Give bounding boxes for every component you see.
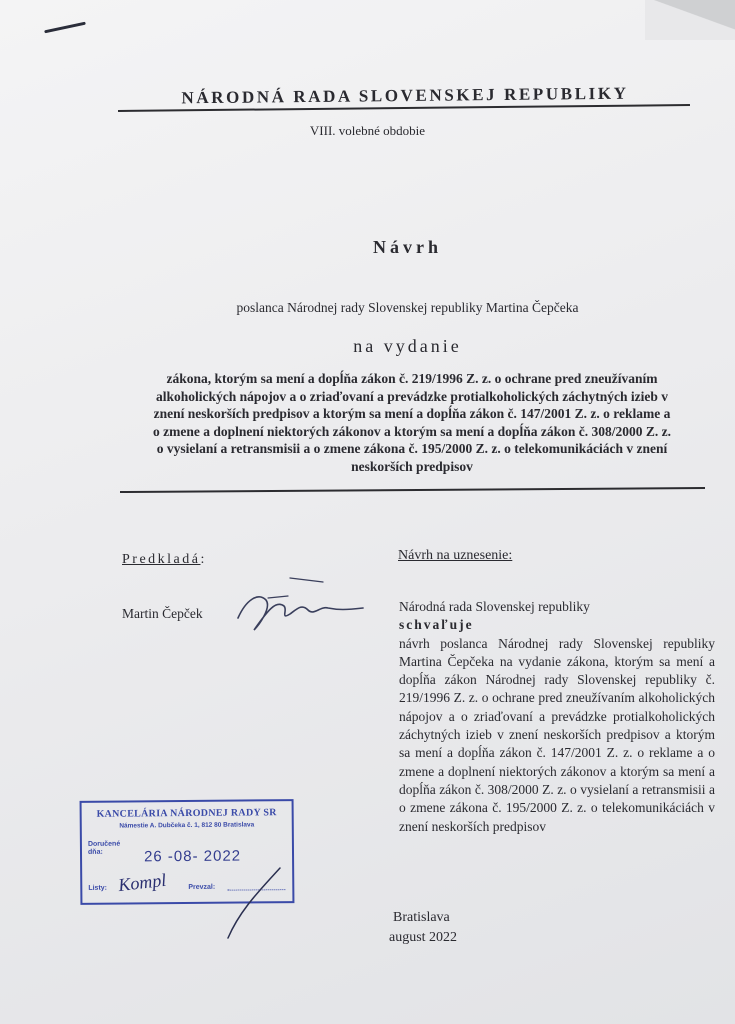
resolution-text: návrh poslanca Národnej rady Slovenskej republiky Martina Čepčeka na vydanie zákona, ktorým sa mení a dopĺňa zákon Národnej rady Slovenskej republiky č. 219/1996 Z. z. o ochrane pred zneužívaním alkoholických nápojov a o zriaďovaní a prevádzke protialkoholických záchytných izieb v znení neskorších predpisov a ktorým sa mení a dopĺňa zákon č. 147/2001 Z. z. o reklame a o zmene a doplnení niektorých zákonov a ktorým sa mení a dopĺňa zákon č. 308/2000 Z. z. o vysielaní a retransmisii a o zmene zákona č. 195/2000 Z. z. o telekomunikáciách v znení neskorších predpisov <box>399 635 715 834</box>
law-title-line: o vysielaní a retransmisii a o zmene zákona č. 195/2000 Z. z. o telekomunikáciách v znení <box>156 441 668 456</box>
resolution-line1: Národná rada Slovenskej republiky <box>399 599 590 614</box>
document-date: august 2022 <box>389 930 458 945</box>
stamp-title: KANCELÁRIA NÁRODNEJ RADY SR <box>96 807 277 820</box>
stamp-delivered-label <box>88 841 120 857</box>
stamp-delivered-date: 26 -08- 2022 <box>143 847 242 866</box>
resolution-body <box>399 598 715 836</box>
pen-mark <box>44 22 86 34</box>
stamp-signature-mark <box>180 860 290 940</box>
proposal-purpose: na vydanie <box>353 336 462 356</box>
proposal-by: poslanca Národnej rady Slovenskej republiky Martina Čepčeka <box>236 300 579 315</box>
resolution-verb: schvaľuje <box>399 617 474 633</box>
page-corner <box>645 0 735 40</box>
term-subheader: VIII. volebné obdobie <box>309 123 426 138</box>
law-title-line: neskorších predpisov <box>351 458 473 474</box>
law-title <box>116 370 708 475</box>
stamp-sheets-label: Listy: <box>88 884 108 892</box>
stamp-sheets-value: Kompl <box>117 869 168 896</box>
submitter-label-colon: : <box>200 552 207 567</box>
law-title-line: znení neskorších predpisov a ktorým sa mení a dopĺňa zákon č. 147/2001 Z. z. o reklame a <box>153 406 671 421</box>
law-title-line: o zmene a doplnení niektorých zákonov a ktorým sa mení a dopĺňa zákon č. 308/2000 Z. z. <box>153 423 671 439</box>
stamp-received-label: Prevzal: <box>188 883 216 891</box>
submitter-label <box>122 552 207 568</box>
proposal-heading: Návrh <box>373 237 442 257</box>
institution-header: NÁRODNÁ RADA SLOVENSKEJ REPUBLIKY <box>181 83 629 108</box>
signature-image <box>228 570 398 640</box>
resolution-label: Návrh na uznesenie: <box>398 548 513 563</box>
law-title-line: alkoholických nápojov a o zriaďovaní a prevádzke protialkoholických záchytných izieb v <box>156 388 668 404</box>
law-title-line: zákona, ktorým sa mení a dopĺňa zákon č. 219/1996 Z. z. o ochrane pred zneužívaním <box>166 371 658 386</box>
submitter-name: Martin Čepček <box>122 606 203 621</box>
stamp-address: Námestie A. Dubčeka č. 1, 812 80 Bratislava <box>119 821 255 830</box>
submitter-label-text: Predkladá <box>122 552 201 567</box>
section-rule <box>120 487 705 493</box>
stamp-delivered-label-1: Doručené <box>87 840 121 848</box>
place: Bratislava <box>393 910 450 925</box>
stamp-delivered-label-2: dňa: <box>87 848 103 856</box>
